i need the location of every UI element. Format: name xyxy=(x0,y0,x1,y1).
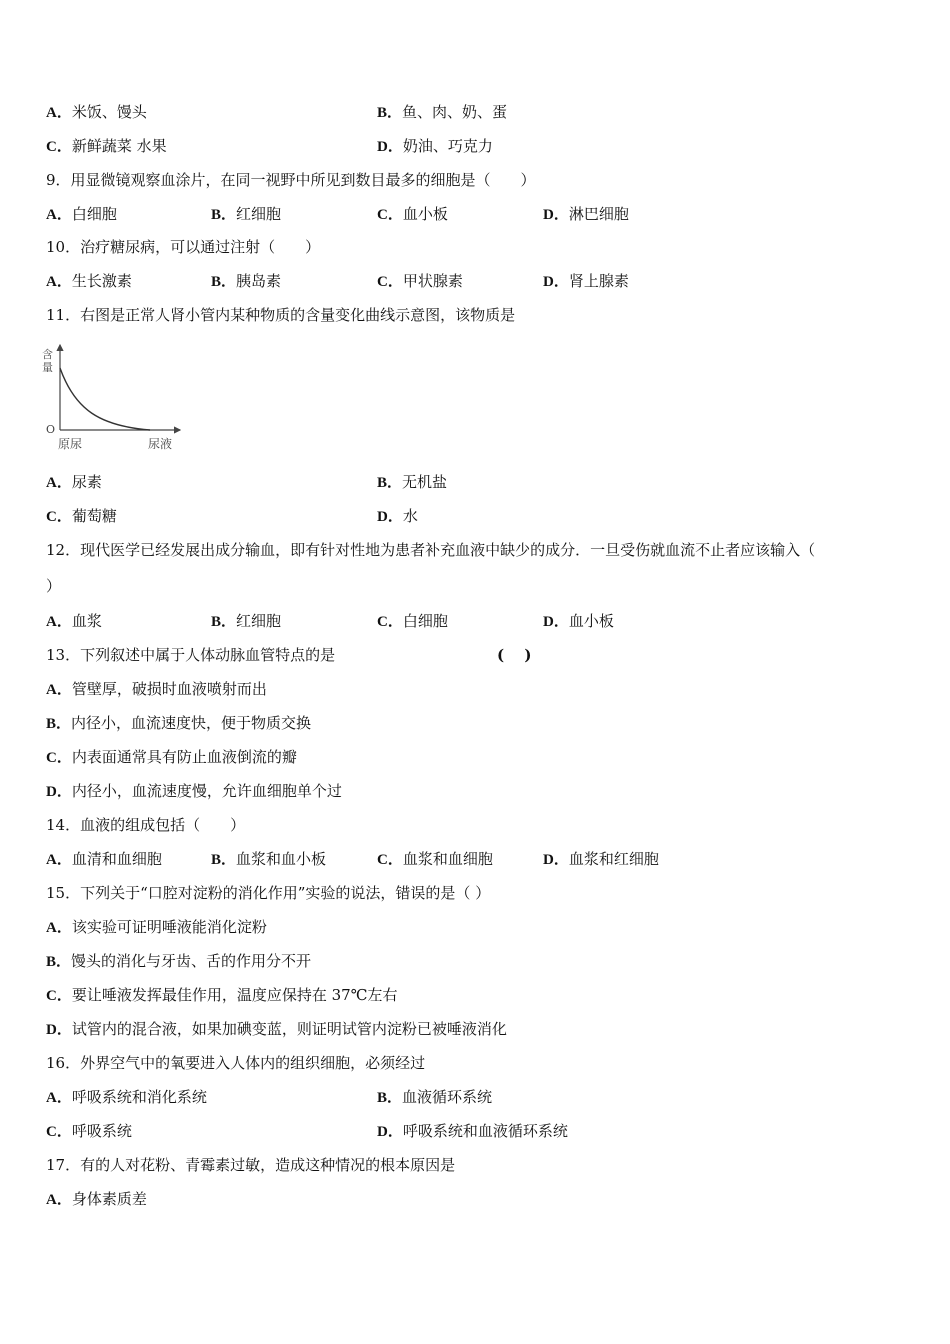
content-curve xyxy=(60,368,150,430)
q14-option-b: B．血浆和血小板 xyxy=(211,850,327,868)
q9-option-d: D．淋巴细胞 xyxy=(543,205,629,223)
q8-option-a: A．米饭、馒头 xyxy=(46,103,147,121)
q13-option-c: C．内表面通常具有防止血液倒流的瓣 xyxy=(46,748,297,766)
q16-option-a: A．呼吸系统和消化系统 xyxy=(46,1088,207,1106)
y-label-2: 量 xyxy=(42,361,53,374)
q16-option-d: D．呼吸系统和血液循环系统 xyxy=(377,1122,568,1140)
q16-option-b: B．血液循环系统 xyxy=(377,1088,493,1106)
q11-stem: 11．右图是正常人肾小管内某种物质的含量变化曲线示意图，该物质是 xyxy=(46,306,516,324)
q13-option-d: D．内径小，血流速度慢，允许血细胞单个过 xyxy=(46,782,342,800)
q9-stem: 9．用显微镜观察血涂片，在同一视野中所见到数目最多的细胞是（ ） xyxy=(46,171,536,189)
q13-stem: 13．下列叙述中属于人体动脉血管特点的是 xyxy=(46,646,336,664)
q15-option-d: D．试管内的混合液，如果加碘变蓝，则证明试管内淀粉已被唾液消化 xyxy=(46,1020,507,1038)
q11-option-c: C．葡萄糖 xyxy=(46,507,117,525)
q11-option-a: A．尿素 xyxy=(46,473,102,491)
q15-option-a: A．该实验可证明唾液能消化淀粉 xyxy=(46,918,267,936)
x-label-end: 尿液 xyxy=(148,437,173,451)
q15-option-b: B．馒头的消化与牙齿、舌的作用分不开 xyxy=(46,952,312,970)
q10-option-b: B．胰岛素 xyxy=(211,272,282,290)
q13-option-b: B．内径小，血流速度快，便于物质交换 xyxy=(46,714,312,732)
q14-option-a: A．血清和血细胞 xyxy=(46,850,162,868)
q12-option-d: D．血小板 xyxy=(543,612,614,630)
q12-option-c: C．白细胞 xyxy=(377,612,448,630)
q13-answer-paren: ( ) xyxy=(497,646,532,664)
q11-option-b: B．无机盐 xyxy=(377,473,448,491)
q9-option-c: C．血小板 xyxy=(377,205,448,223)
y-label-1: 含 xyxy=(42,348,53,361)
q16-option-c: C．呼吸系统 xyxy=(46,1122,132,1140)
q17-stem: 17．有的人对花粉、青霉素过敏，造成这种情况的根本原因是 xyxy=(46,1156,456,1174)
q12-stem-continuation: ） xyxy=(46,577,62,595)
q9-option-b: B．红细胞 xyxy=(211,205,282,223)
q11-option-d: D．水 xyxy=(377,507,418,525)
q12-option-b: B．红细胞 xyxy=(211,612,282,630)
q8-option-d: D．奶油、巧克力 xyxy=(377,137,493,155)
q13-option-a: A．管壁厚，破损时血液喷射而出 xyxy=(46,680,267,698)
q15-stem: 15．下列关于“口腔对淀粉的消化作用”实验的说法，错误的是（ ） xyxy=(46,884,491,902)
x-label-start: 原尿 xyxy=(58,437,83,451)
q17-option-a: A．身体素质差 xyxy=(46,1190,147,1208)
q12-stem: 12．现代医学已经发展出成分输血，即有针对性地为患者补充血液中缺少的成分．一旦受伤就血流不止者应该输入（ xyxy=(46,541,816,559)
q10-option-c: C．甲状腺素 xyxy=(377,272,463,290)
q14-option-d: D．血浆和红细胞 xyxy=(543,850,659,868)
q14-stem: 14．血液的组成包括（ ） xyxy=(46,816,246,834)
q8-option-b: B．鱼、肉、奶、蛋 xyxy=(377,103,508,121)
q10-option-a: A．生长激素 xyxy=(46,272,132,290)
q16-stem: 16．外界空气中的氧要进入人体内的组织细胞，必须经过 xyxy=(46,1054,426,1072)
q14-option-c: C．血浆和血细胞 xyxy=(377,850,493,868)
q12-option-a: A．血浆 xyxy=(46,612,102,630)
origin-label: O xyxy=(46,423,56,436)
q10-stem: 10．治疗糖尿病，可以通过注射（ ） xyxy=(46,238,321,256)
q10-option-d: D．肾上腺素 xyxy=(543,272,629,290)
q9-option-a: A．白细胞 xyxy=(46,205,117,223)
q11-curve-graph xyxy=(40,340,190,455)
q15-option-c: C．要让唾液发挥最佳作用，温度应保持在 37℃左右 xyxy=(46,986,398,1004)
q8-option-c: C．新鲜蔬菜 水果 xyxy=(46,137,167,155)
